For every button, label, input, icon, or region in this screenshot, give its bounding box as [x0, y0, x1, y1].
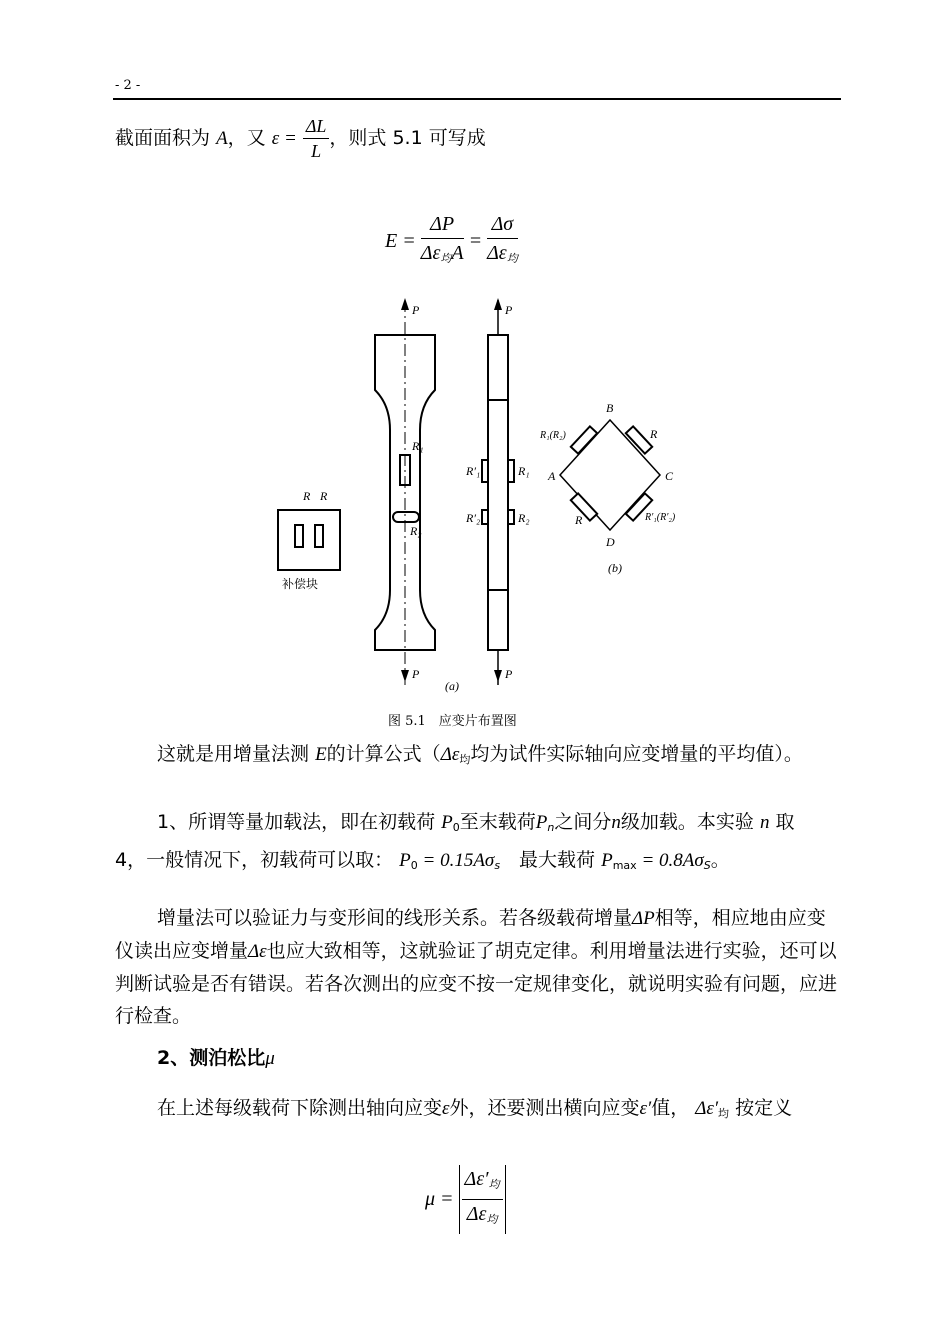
den-part: A [451, 242, 464, 264]
label-a: (a) [445, 679, 459, 693]
symbol-dP: ΔP [632, 908, 655, 929]
eq-lhs: μ = [425, 1188, 454, 1210]
equals: = [468, 230, 483, 252]
num-part: Δε′ [464, 1168, 489, 1190]
paragraph-3 [115, 902, 840, 1032]
symbol-Pn: P [535, 812, 548, 833]
bridge-label-AB: R₁(R₂) [540, 430, 566, 441]
symbol-eps-prime: ε′ [639, 1098, 652, 1119]
bridge-label-DC: R′₁(R′₂) [645, 512, 676, 523]
specimen-side [488, 335, 508, 650]
node-C: C [665, 469, 674, 483]
symbol-delta-eps: Δε [248, 941, 267, 962]
frac-den [462, 1200, 503, 1234]
gauge-R2 [393, 512, 419, 522]
text: 也应大致相等，这就验证了胡克定律。利用增量法进行实验，还可以判断试验是否有错误。若各次测出的应变不按一定规律变化，就说明实验有问题，应进行检查。 [115, 940, 838, 1027]
fraction-1 [421, 210, 464, 273]
subscript: 均 [488, 1178, 500, 1191]
text: 截面面积为 [115, 127, 211, 149]
subscript: n [547, 821, 555, 834]
symbol-P0: P [399, 850, 411, 871]
label-P-side-top: P [505, 303, 513, 317]
frac-den [421, 239, 464, 273]
label-b: (b) [608, 561, 622, 575]
text: ，又 [227, 127, 266, 149]
frac-den: L [311, 141, 322, 161]
equation-mu [425, 1165, 506, 1234]
text: 增量法可以验证力与变形间的线形关系。若各级载荷增量 [157, 907, 633, 929]
symbol-E: E [315, 744, 327, 765]
paragraph-4 [115, 1092, 840, 1130]
paragraph-2 [115, 806, 840, 882]
compensation-block [278, 510, 340, 570]
den-part: Δε [420, 242, 441, 264]
text: 。 [710, 849, 730, 871]
gauge-R1p [482, 460, 488, 482]
subscript: max [612, 859, 637, 872]
text: 的计算公式（ [326, 743, 441, 765]
frac-num: ΔP [421, 210, 464, 239]
subscript: 均 [486, 1213, 498, 1226]
symbol-eps: ε [442, 1098, 450, 1119]
subscript: s [494, 859, 501, 872]
section-2-title [157, 1042, 882, 1075]
formula: = 0.15Aσ [417, 850, 495, 871]
abs-fraction [459, 1165, 506, 1234]
text: 相等，相应地由应变仪读出应变增量 [115, 907, 826, 962]
label-R2s: R₂ [518, 511, 530, 525]
text: 这就是用增量法测 [157, 743, 310, 765]
text: 值， [651, 1097, 690, 1119]
gauge-R2p [482, 510, 488, 524]
header-rule [113, 98, 841, 100]
figure-strain-gauge-layout [270, 290, 720, 700]
den-part: Δε [466, 1203, 487, 1225]
gauge-R1s [508, 460, 514, 482]
text: 级加载。本实验 [620, 811, 754, 833]
text: 按定义 [735, 1097, 793, 1119]
subscript: S [703, 859, 711, 872]
subscript: 均 [459, 753, 471, 766]
figure-caption: 图 5.1 应变片布置图 [388, 714, 517, 729]
label-R2p: R′₂ [466, 511, 481, 525]
den-part: Δε [487, 242, 507, 264]
line-1 [115, 112, 840, 165]
text: 至末载荷 [459, 811, 536, 833]
subscript: 均 [506, 252, 518, 265]
frac-num: ΔL [303, 114, 330, 139]
text: 取 4，一般情况下，初载荷可以取： [115, 811, 814, 871]
label-P-bottom: P [412, 667, 420, 681]
label-compensation-block: 补偿块 [282, 577, 319, 591]
formula: = 0.8Aσ [636, 850, 704, 871]
text: 1、所谓等量加载法，即在初载荷 [157, 811, 436, 833]
text: 均为试件实际轴向应变增量的平均值）。 [470, 743, 803, 765]
page-number: - 2 - [115, 78, 141, 93]
fraction-dL-L [303, 114, 330, 163]
label-R1s: R₁ [518, 464, 530, 478]
symbol-n: n [759, 812, 770, 833]
text: 之间分 [554, 811, 612, 833]
label-R2: R₂ [410, 524, 422, 538]
symbol-n: n [611, 812, 621, 833]
text: ，则式 5.1 可写成 [329, 127, 486, 149]
subscript: 均 [718, 1107, 730, 1120]
label-P-side-bottom: P [505, 667, 513, 681]
subscript: 均 [440, 252, 452, 265]
bridge-label-AD: R [575, 513, 583, 527]
eq-lhs: E = [385, 230, 416, 252]
label-R1p: R′₁ [466, 464, 481, 478]
node-A: A [548, 469, 556, 483]
label-R1: R₁ [412, 439, 424, 453]
fraction-2 [487, 210, 518, 273]
symbol-Pmax: P [601, 850, 613, 871]
paragraph-1 [115, 738, 840, 776]
equation-E [385, 210, 518, 273]
text: 最大载荷 [500, 849, 596, 871]
symbol-A: A [216, 128, 228, 149]
gauge-R2s [508, 510, 514, 524]
bridge-label-BC: R [650, 427, 658, 441]
frac-den [487, 239, 518, 273]
text: 2、测泊松比 [157, 1047, 266, 1069]
text: 在上述每级载荷下除测出轴向应变 [157, 1097, 443, 1119]
node-B: B [606, 401, 614, 415]
subscript: 0 [452, 821, 460, 834]
label-R-comp-2: R [320, 489, 328, 503]
label-P-top: P [412, 303, 420, 317]
node-D: D [606, 535, 615, 549]
frac-num [462, 1165, 503, 1200]
text: 外，还要测出横向应变 [449, 1097, 640, 1119]
symbol-P0: P [441, 812, 453, 833]
symbol-delta-eps-prime: Δε′ [695, 1098, 719, 1119]
symbol-delta-eps: Δε [440, 744, 460, 765]
symbol-mu: μ [265, 1048, 275, 1069]
frac-num: Δσ [487, 210, 518, 239]
symbol-eps: ε = [271, 128, 297, 149]
label-R-comp-1: R [303, 489, 311, 503]
subscript: 0 [410, 859, 418, 872]
